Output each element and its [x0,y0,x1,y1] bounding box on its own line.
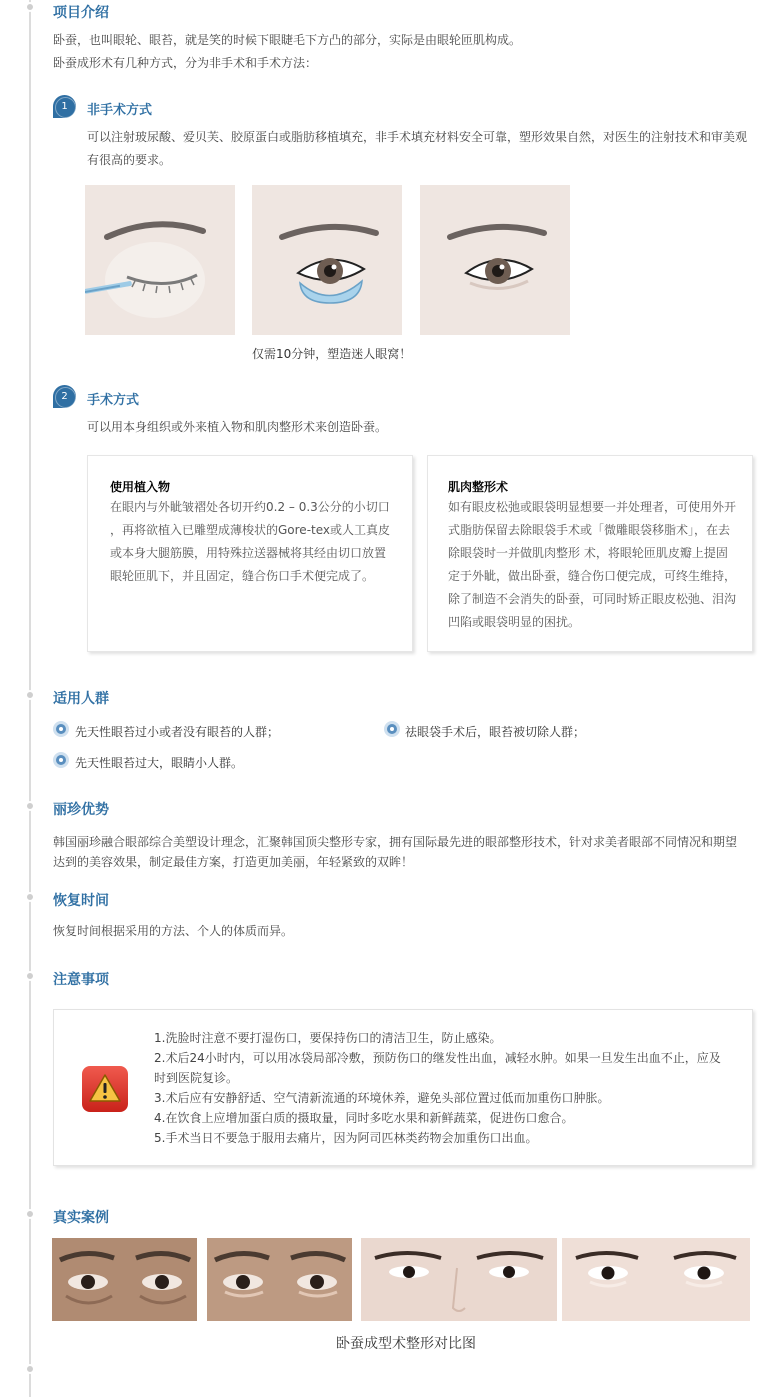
method-card-implant [87,455,413,652]
card-title: 使用植入物 [110,480,171,494]
step-desc: 可以用本身组织或外来植入物和肌肉整形术来创造卧蚕。 [87,420,388,434]
section-title-recovery: 恢复时间 [53,893,109,909]
advantage-text: 韩国丽珍融合眼部综合美塑设计理念，汇聚韩国顶尖整形专家，拥有国际最先进的眼部整形技术，针对求美者眼部不同情况和期望 [53,835,738,849]
eye-illustration-filler [252,185,402,335]
timeline-dot [25,1364,35,1374]
recovery-text: 恢复时间根据采用的方法、个人的体质而异。 [53,924,294,938]
notice-item: 时到医院复诊。 [154,1071,239,1085]
section-title-cases: 真实案例 [53,1210,109,1226]
timeline-dot [25,892,35,902]
intro-text: 卧蚕成形术有几种方式，分为非手术和手术方法： [53,56,318,70]
suitable-item: 先天性眼苔过大，眼睛小人群。 [75,756,244,770]
advantage-text: 达到的美容效果，制定最佳方案，打造更加美丽，年轻紧致的双眸！ [53,855,414,869]
case-photo-after-1 [207,1238,352,1321]
step-desc: 有很高的要求。 [87,153,172,167]
case-photo-before-1 [52,1238,197,1321]
card-line: 定于外眦，做出卧蚕，缝合伤口便完成，可终生维持， [448,569,737,583]
intro-text: 卧蚕，也叫眼轮、眼苔，就是笑的时候下眼睫毛下方凸的部分，实际是由眼轮匝肌构成。 [53,33,522,47]
section-title-intro: 项目介绍 [53,5,109,21]
section-title-notice: 注意事项 [53,972,109,988]
cases-caption: 卧蚕成型术整形对比图 [336,1336,476,1352]
card-line: 眼轮匝肌下，并且固定，缝合伤口手术便完成了。 [110,569,375,583]
card-line: 除眼袋时一并做肌肉整形 术，将眼轮匝肌皮瓣上提固 [448,546,728,560]
case-photo-after-2 [562,1238,750,1321]
warning-icon [82,1066,128,1112]
bullet-icon [53,752,69,768]
timeline-dot [25,801,35,811]
step-title-surgical: 手术方式 [87,393,140,408]
eye-illustration-closed [85,185,235,335]
eye-illustration-result [420,185,570,335]
card-line: 式脂肪保留去除眼袋手术或「微雕眼袋移脂术」，在去 [448,523,731,537]
section-title-suitable: 适用人群 [53,691,109,707]
step-title-non-surgical: 非手术方式 [87,103,153,118]
step-desc: 可以注射玻尿酸、爱贝芙、胶原蛋白或脂肪移植填充，非手术填充材料安全可靠，塑形效果自然，对医生的注射技术和审美观 [87,130,748,144]
step-number-badge: 1 [53,95,76,118]
card-line: 如有眼皮松弛或眼袋明显想要一并处理者，可使用外开 [448,500,737,514]
notice-box [53,1009,753,1166]
notice-list [154,1028,734,1148]
section-title-advantage: 丽珍优势 [53,802,109,818]
bullet-icon [53,721,69,737]
card-line: 在眼内与外眦皱褶处各切开约0.2 – 0.3公分的小切口 [110,500,390,514]
card-line: ，再将欲植入已雕塑成薄梭状的Gore-tex或人工真皮 [110,523,391,537]
case-photo-before-2 [361,1238,557,1321]
suitable-item: 先天性眼苔过小或者没有眼苔的人群； [75,725,280,739]
step-number-badge: 2 [53,385,76,408]
notice-item: 1.洗脸时注意不要打湿伤口，要保持伤口的清洁卫生，防止感染。 [154,1031,502,1045]
method-card-muscle [427,455,753,652]
card-line: 除了制造不会消失的卧蚕，可同时矫正眼皮松弛、泪沟 [448,592,737,606]
notice-item: 2.术后24小时内，可以用冰袋局部冷敷，预防伤口的继发性出血，减轻水肿。如果一旦发生出血不止，应及 [154,1051,721,1065]
timeline-dot [25,690,35,700]
illustration-caption: 仅需10分钟，塑造迷人眼窝！ [252,347,412,361]
notice-item: 3.术后应有安静舒适、空气清新流通的环境休养，避免头部位置过低而加重伤口肿胀。 [154,1091,610,1105]
suitable-item: 祛眼袋手术后，眼苔被切除人群； [405,725,586,739]
card-title: 肌肉整形术 [448,480,509,494]
notice-item: 5.手术当日不要急于服用去痛片，因为阿司匹林类药物会加重伤口出血。 [154,1131,538,1145]
card-line: 凹陷或眼袋明显的困扰。 [448,615,581,629]
timeline-dot [25,1209,35,1219]
bullet-icon [384,721,400,737]
card-line: 或本身大腿筋膜，用特殊拉送器械将其经由切口放置 [110,546,387,560]
notice-item: 4.在饮食上应增加蛋白质的摄取量，同时多吃水果和新鲜蔬菜，促进伤口愈合。 [154,1111,574,1125]
timeline-dot [25,2,35,12]
timeline-dot [25,971,35,981]
